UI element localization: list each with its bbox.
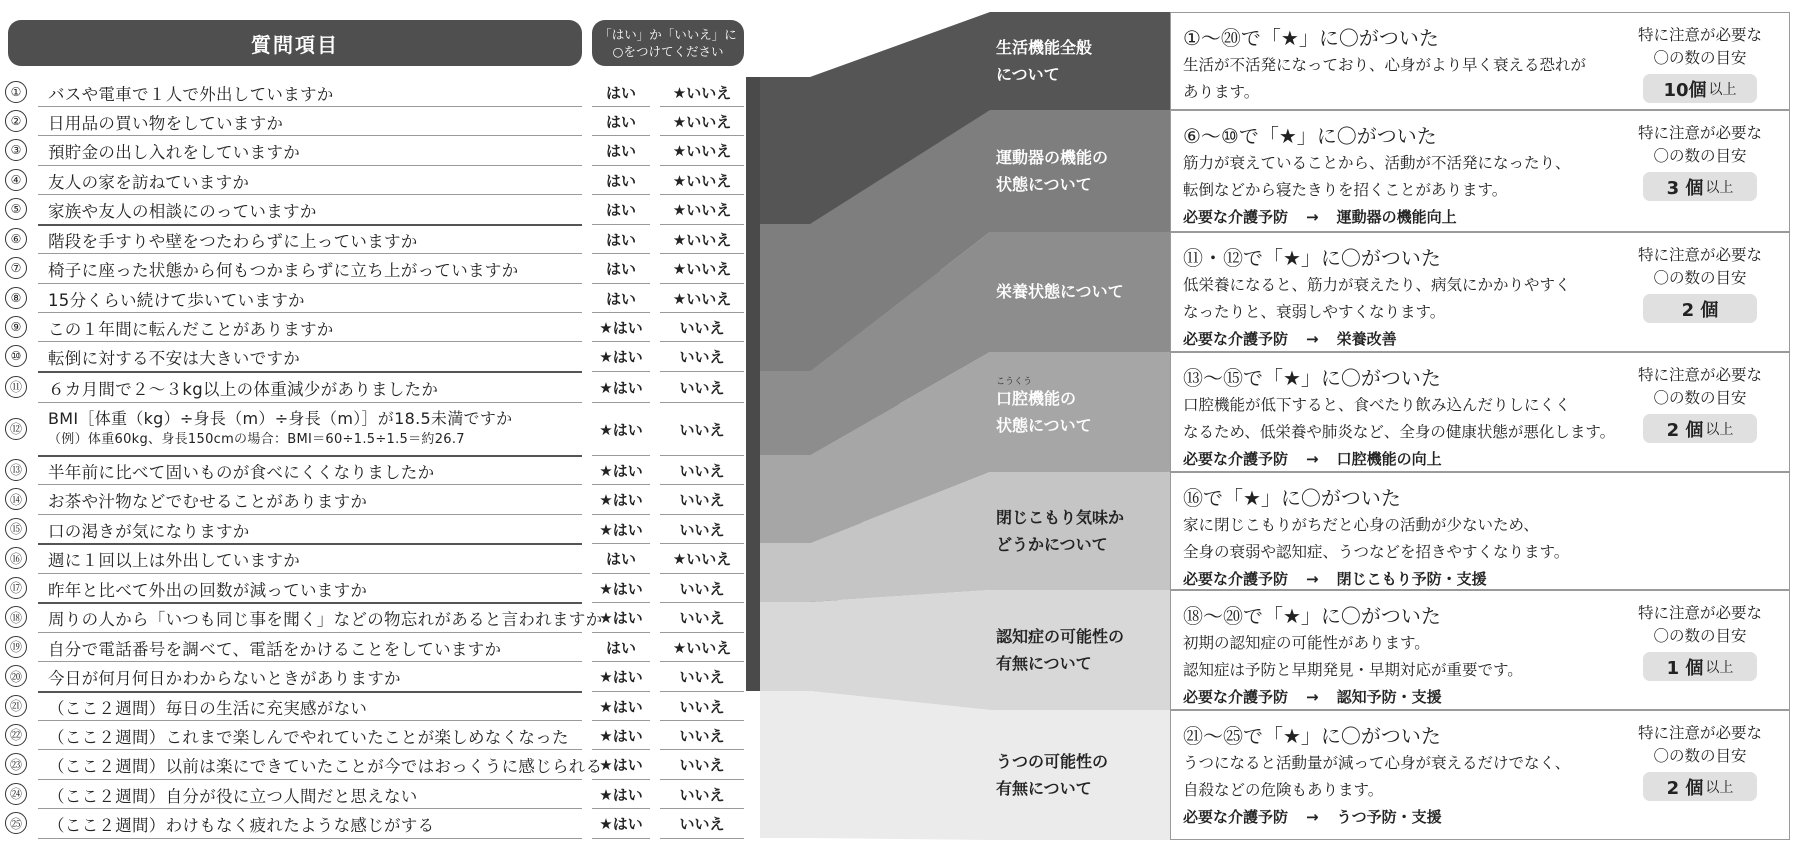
required-prevention (1183, 448, 1442, 469)
question-divider (38, 691, 582, 693)
answer-yes-option[interactable]: ★はい (599, 609, 643, 627)
answer-divider (660, 135, 744, 136)
answer-divider (592, 691, 650, 692)
question-divider (38, 194, 582, 195)
category-description-line1: 家に閉じこもりがちだと心身の活動が少ないため、 (1183, 516, 1539, 534)
answer-divider (592, 514, 650, 515)
answer-no-option[interactable]: いいえ (679, 785, 725, 804)
answer-divider (660, 224, 744, 225)
count-unit: 以上 (1705, 659, 1734, 676)
question-column-header (8, 20, 582, 66)
answer-divider (592, 106, 650, 107)
question-text: 周りの人から「いつも同じ事を聞く」などの物忘れがあると言われますか (48, 610, 603, 629)
answer-divider (660, 341, 744, 342)
answer-no-option[interactable]: ★いいえ (672, 550, 732, 568)
required-prevention-value: 閉じこもり予防・支援 (1336, 570, 1487, 588)
category-label-line2: 状態について (996, 175, 1092, 194)
question-number: ⑯ (5, 547, 27, 569)
answer-divider (660, 312, 744, 313)
question-text: 昨年と比べて外出の回数が減っていますか (48, 580, 368, 600)
count-unit: 以上 (1708, 81, 1737, 98)
question-number: ⑧ (5, 287, 27, 309)
answer-divider (592, 224, 650, 225)
category-label-line2: について (996, 65, 1060, 84)
question-number: ⑥ (5, 228, 27, 250)
answer-yes-option[interactable]: ★はい (599, 348, 643, 366)
answer-no-option[interactable]: いいえ (679, 697, 725, 716)
question-divider (38, 341, 582, 342)
answer-yes-option[interactable]: ★はい (599, 461, 643, 480)
category-label (996, 623, 1156, 677)
question-text: 週に１回以上は外出していますか (48, 551, 300, 570)
category-label (996, 504, 1156, 558)
answer-no-option[interactable]: ★いいえ (672, 201, 732, 219)
category-description-line1: 生活が不活発になっており、心身がより早く衰える恐れが (1183, 56, 1587, 74)
answer-divider (660, 402, 744, 403)
question-divider (38, 135, 582, 136)
answer-yes-option[interactable]: ★はい (599, 815, 643, 833)
category-heading: ⑯で「★」に〇がついた (1183, 486, 1401, 510)
attention-note-line1: 特に注意が必要な (1637, 246, 1762, 264)
question-text: 自分で電話番号を調べて、電話をかけることをしていますか (48, 639, 502, 659)
question-number: ㉓ (5, 753, 27, 775)
question-text-line1: BMI［体重（kg）÷身長（m）÷身長（m）］が18.5未満ですか (48, 408, 513, 428)
category-label-line2: 有無について (996, 654, 1092, 673)
attention-note (1630, 722, 1770, 768)
question-number: ⑩ (5, 345, 27, 367)
category-description (1183, 512, 1569, 566)
count-value: 3 個 (1666, 177, 1704, 199)
count-unit: 以上 (1705, 179, 1734, 196)
answer-divider (592, 543, 650, 544)
category-description-line1: 口腔機能が低下すると、食べたり飲み込んだりしにくく (1183, 396, 1571, 414)
answer-divider (592, 165, 650, 166)
attention-note (1630, 364, 1770, 410)
answer-header-line2: ○をつけてください (612, 44, 724, 59)
answer-no-option[interactable]: いいえ (679, 726, 725, 745)
attention-note-line2: 〇の数の目安 (1653, 389, 1747, 407)
question-divider (38, 165, 582, 166)
question-divider (38, 484, 582, 485)
question-number: ⑭ (5, 488, 27, 510)
answer-divider (660, 106, 744, 107)
answer-yes-option[interactable]: はい (605, 171, 636, 190)
answer-yes-option[interactable]: ★はい (599, 491, 643, 509)
answer-no-option[interactable]: ★いいえ (672, 638, 732, 657)
count-value: 10個 (1663, 79, 1707, 101)
answer-divider (592, 602, 650, 603)
answer-divider (660, 371, 744, 372)
question-divider (38, 312, 582, 313)
answer-no-option[interactable]: いいえ (679, 668, 725, 686)
answer-column-header (592, 20, 744, 66)
question-divider (38, 749, 582, 750)
category-description-line2: なったりと、衰弱しやすくなります。 (1183, 303, 1446, 321)
required-prevention (1183, 686, 1442, 707)
question-text: （ここ２週間）自分が役に立つ人間だと思えない (48, 786, 418, 806)
category-description-line2: あります。 (1183, 83, 1260, 101)
answer-divider (660, 165, 744, 166)
answer-divider (660, 543, 744, 544)
furigana: こうくう (996, 377, 1033, 387)
question-text: 口の渇きが気になりますか (48, 521, 250, 541)
answer-divider (660, 602, 744, 603)
answer-yes-option[interactable]: ★はい (599, 318, 643, 337)
answer-no-option[interactable]: ★いいえ (672, 289, 732, 308)
answer-yes-option[interactable]: ★はい (599, 579, 643, 598)
answer-divider (592, 455, 650, 456)
question-text: ６カ月間で２～３kg以上の体重減少がありましたか (48, 379, 439, 399)
category-description-line1: うつになると活動量が減って心身が衰えるだけでなく、 (1183, 754, 1571, 772)
question-number: ④ (5, 169, 27, 191)
answer-divider (660, 194, 744, 195)
answer-yes-option[interactable]: はい (605, 230, 636, 249)
answer-no-option[interactable]: いいえ (679, 318, 725, 337)
question-text: （ここ２週間）以前は楽にできていたことが今ではおっくうに感じられる (48, 757, 603, 776)
category-label-line1: 認知症の可能性の (996, 627, 1125, 646)
category-description-line2: 自殺などの危険もあります。 (1183, 781, 1384, 799)
answer-divider (592, 632, 650, 633)
answer-divider (592, 779, 650, 780)
category-label-line1: 閉じこもり気味か (996, 508, 1125, 527)
question-divider (38, 573, 582, 574)
answer-divider (660, 514, 744, 515)
question-text: 15分くらい続けて歩いていますか (48, 290, 305, 310)
question-divider (38, 402, 582, 403)
answer-no-option[interactable]: いいえ (679, 756, 725, 774)
question-number: ② (5, 110, 27, 132)
question-text: 椅子に座った状態から何もつかまらずに立ち上がっていますか (48, 261, 519, 280)
question-divider (38, 371, 582, 373)
question-text: （ここ２週間）これまで楽しんでやれていたことが楽しめなくなった (48, 727, 569, 747)
category-label-line1: 生活機能全般 (996, 38, 1093, 57)
answer-yes-option[interactable]: ★はい (599, 668, 643, 686)
answer-header-line1: 「はい」か「いいえ」に (599, 27, 737, 42)
required-prevention (1183, 206, 1457, 227)
attention-note-line2: 〇の数の目安 (1653, 627, 1747, 645)
answer-divider (660, 632, 744, 633)
attention-note-line1: 特に注意が必要な (1637, 366, 1762, 384)
answer-no-option[interactable]: いいえ (679, 420, 725, 439)
answer-yes-option[interactable]: はい (605, 550, 636, 568)
answer-no-option[interactable]: いいえ (679, 579, 725, 598)
question-text: 転倒に対する不安は大きいですか (48, 349, 300, 368)
count-badge (1643, 172, 1757, 201)
attention-note (1630, 122, 1770, 168)
answer-divider (592, 720, 650, 721)
category-label (996, 278, 1156, 305)
question-text: 日用品の買い物をしていますか (48, 113, 284, 133)
answer-divider (660, 283, 744, 284)
answer-divider (592, 253, 650, 254)
answer-yes-option[interactable]: ★はい (599, 726, 643, 745)
question-number: ㉒ (5, 724, 27, 746)
category-label-line1: 栄養状態について (996, 282, 1124, 301)
question-divider (38, 514, 582, 515)
category-label-line2: 有無について (996, 779, 1092, 798)
category-description-line1: 筋力が衰えていることから、活動が不活発になったり、 (1183, 154, 1571, 172)
question-number: ⑪ (5, 376, 27, 398)
question-divider (38, 720, 582, 721)
answer-yes-option[interactable]: ★はい (599, 420, 643, 439)
category-description-line2: 認知症は予防と早期発見・早期対応が重要です。 (1183, 661, 1523, 679)
category-description-line2: 全身の衰弱や認知症、うつなどを招きやすくなります。 (1183, 543, 1570, 561)
required-prevention-value: 口腔機能の向上 (1336, 450, 1442, 468)
count-badge (1643, 414, 1757, 443)
answer-divider (592, 661, 650, 662)
answer-divider (660, 779, 744, 780)
required-prevention-value: 栄養改善 (1336, 330, 1397, 348)
question-number: ⑬ (5, 459, 27, 481)
category-heading: ①～⑳で「★」に〇がついた (1183, 26, 1439, 50)
answer-yes-option[interactable]: ★はい (599, 378, 643, 397)
category-description (1183, 750, 1570, 804)
answer-no-option[interactable]: ★いいえ (672, 112, 732, 131)
count-unit: 以上 (1705, 421, 1734, 438)
question-number: ㉕ (5, 812, 27, 834)
category-description-line2: なるため、低栄養や肺炎など、全身の健康状態が悪化します。 (1183, 423, 1616, 441)
required-prevention-label: 必要な介護予防 (1183, 808, 1289, 826)
category-description (1183, 52, 1586, 106)
category-label-line1: 運動器の機能の (996, 148, 1109, 167)
answer-divider (592, 484, 650, 485)
category-description-line1: 初期の認知症の可能性があります。 (1183, 634, 1430, 652)
category-heading: ⑱～⑳で「★」に〇がついた (1183, 604, 1441, 628)
required-prevention-value: うつ予防・支援 (1336, 808, 1442, 826)
category-description (1183, 272, 1571, 326)
answer-divider (592, 838, 650, 839)
count-unit: 以上 (1705, 779, 1734, 796)
question-divider (38, 283, 582, 284)
required-prevention-label: 必要な介護予防 (1183, 688, 1289, 706)
category-heading: ㉑～㉕で「★」に〇がついた (1183, 724, 1441, 748)
question-text: （ここ２週間）わけもなく疲れたような感じがする (48, 816, 435, 835)
question-text: 階段を手すりや壁をつたわらずに上っていますか (48, 231, 418, 251)
required-prevention (1183, 568, 1487, 589)
question-number: ③ (5, 139, 27, 161)
attention-note (1630, 24, 1770, 70)
answer-yes-option[interactable]: はい (605, 112, 636, 131)
question-number: ⑳ (5, 665, 27, 687)
answer-yes-option[interactable]: はい (605, 201, 636, 219)
answer-no-option[interactable]: いいえ (679, 609, 725, 627)
question-number: ⑱ (5, 606, 27, 628)
category-label-line1: 口腔機能の (996, 389, 1077, 408)
category-heading: ⑪・⑫で「★」に〇がついた (1183, 246, 1441, 270)
question-divider (38, 838, 582, 839)
arrow-right-icon: → (1306, 570, 1319, 588)
answer-yes-option[interactable]: ★はい (599, 756, 643, 774)
category-band-7 (760, 691, 990, 840)
question-text: 友人の家を訪ねていますか (48, 172, 250, 192)
attention-note-line2: 〇の数の目安 (1653, 269, 1747, 287)
question-divider (38, 632, 582, 633)
question-number: ⑨ (5, 316, 27, 338)
required-prevention-label: 必要な介護予防 (1183, 570, 1289, 588)
answer-no-option[interactable]: いいえ (679, 520, 725, 539)
answer-divider (660, 691, 744, 692)
category-label (996, 144, 1156, 198)
count-value: 2 個 (1666, 419, 1704, 441)
question-number: ⑦ (5, 257, 27, 279)
question-divider (38, 779, 582, 780)
answer-no-option[interactable]: ★いいえ (672, 83, 732, 102)
question-text: 半年前に比べて固いものが食べにくくなりましたか (48, 462, 435, 482)
category-description (1183, 630, 1523, 684)
answer-yes-option[interactable]: はい (605, 289, 636, 308)
answer-divider (592, 283, 650, 284)
count-value: 1 個 (1666, 657, 1704, 679)
count-badge (1643, 74, 1757, 103)
question-number: ⑫ (5, 418, 27, 440)
category-label-line2: どうかについて (996, 535, 1108, 554)
answer-divider (592, 371, 650, 372)
question-text: （ここ２週間）毎日の生活に充実感がない (48, 698, 368, 718)
question-number: ⑤ (5, 198, 27, 220)
answer-divider (660, 838, 744, 839)
answer-divider (592, 402, 650, 403)
question-text: この１年間に転んだことがありますか (48, 319, 334, 339)
answer-no-option[interactable]: いいえ (679, 491, 725, 509)
required-prevention-value: 運動器の機能向上 (1336, 208, 1457, 226)
question-number: ① (5, 81, 27, 103)
required-prevention-label: 必要な介護予防 (1183, 330, 1289, 348)
answer-no-option[interactable]: ★いいえ (672, 142, 732, 160)
answer-divider (660, 455, 744, 456)
question-divider (38, 543, 582, 545)
answer-no-option[interactable]: ★いいえ (672, 230, 732, 249)
category-label-line2: 状態について (996, 416, 1092, 435)
answer-yes-option[interactable]: ★はい (599, 697, 643, 716)
category-label-line1: うつの可能性の (996, 752, 1109, 771)
answer-yes-option[interactable]: はい (605, 142, 636, 160)
answer-yes-option[interactable]: はい (605, 83, 636, 102)
category-label (996, 385, 1156, 439)
question-text: 家族や友人の相談にのっていますか (48, 202, 317, 221)
question-number: ㉑ (5, 695, 27, 717)
arrow-right-icon: → (1306, 330, 1319, 348)
attention-note-line1: 特に注意が必要な (1637, 724, 1762, 742)
range-bar-1-20 (746, 77, 760, 691)
question-text (48, 408, 512, 450)
question-text: お茶や汁物などでむせることがありますか (48, 492, 368, 511)
arrow-right-icon: → (1306, 688, 1319, 706)
category-heading: ⑬～⑮で「★」に〇がついた (1183, 366, 1441, 390)
count-badge (1643, 294, 1757, 323)
category-description-line1: 低栄養になると、筋力が衰えたり、病気にかかりやすく (1183, 276, 1571, 294)
question-number: ⑲ (5, 636, 27, 658)
answer-no-option[interactable]: ★いいえ (672, 171, 732, 190)
answer-yes-option[interactable]: ★はい (599, 520, 643, 539)
answer-yes-option[interactable]: はい (605, 260, 636, 278)
required-prevention-value: 認知予防・支援 (1336, 688, 1442, 706)
question-header-title: 質問項目 (251, 32, 339, 57)
category-description (1183, 150, 1571, 204)
question-divider (38, 253, 582, 254)
answer-divider (592, 312, 650, 313)
answer-divider (592, 194, 650, 195)
answer-divider (592, 749, 650, 750)
required-prevention-label: 必要な介護予防 (1183, 450, 1289, 468)
required-prevention (1183, 806, 1442, 827)
attention-note-line1: 特に注意が必要な (1637, 124, 1762, 142)
category-label (996, 748, 1156, 802)
attention-note (1630, 602, 1770, 648)
answer-divider (660, 573, 744, 574)
question-divider (38, 106, 582, 107)
category-description-line2: 転倒などから寝たきりを招くことがあります。 (1183, 181, 1508, 199)
count-badge (1643, 772, 1757, 801)
answer-divider (660, 749, 744, 750)
attention-note-line1: 特に注意が必要な (1637, 26, 1762, 44)
attention-note-line2: 〇の数の目安 (1653, 147, 1747, 165)
question-divider (38, 224, 582, 226)
answer-yes-option[interactable]: ★はい (599, 785, 643, 804)
required-prevention-label: 必要な介護予防 (1183, 208, 1289, 226)
answer-no-option[interactable]: いいえ (679, 378, 725, 397)
answer-divider (592, 341, 650, 342)
category-description (1183, 392, 1615, 446)
attention-note (1630, 244, 1770, 290)
answer-divider (592, 135, 650, 136)
answer-divider (660, 661, 744, 662)
answer-divider (660, 720, 744, 721)
category-label (996, 34, 1156, 88)
arrow-right-icon: → (1306, 808, 1319, 826)
answer-divider (592, 573, 650, 574)
question-number: ㉔ (5, 783, 27, 805)
answer-no-option[interactable]: ★いいえ (672, 260, 732, 278)
question-divider (38, 602, 582, 604)
answer-divider (660, 484, 744, 485)
attention-note-line1: 特に注意が必要な (1637, 604, 1762, 622)
arrow-right-icon: → (1306, 450, 1319, 468)
answer-divider (592, 808, 650, 809)
question-number: ⑮ (5, 518, 27, 540)
question-divider (38, 455, 582, 457)
question-text: 今日が何月何日かわからないときがありますか (48, 669, 401, 688)
question-text-example: （例）体重60kg、身長150cmの場合：BMI＝60÷1.5÷1.5＝約26.7 (48, 431, 465, 447)
question-text: 預貯金の出し入れをしていますか (48, 143, 300, 162)
question-divider (38, 808, 582, 809)
attention-note-line2: 〇の数の目安 (1653, 49, 1747, 67)
required-prevention (1183, 328, 1397, 349)
question-text: バスや電車で１人で外出していますか (48, 84, 334, 104)
category-heading: ⑥～⑩で「★」に〇がついた (1183, 124, 1437, 148)
answer-yes-option[interactable]: はい (605, 638, 636, 657)
answer-no-option[interactable]: いいえ (679, 815, 725, 833)
arrow-right-icon: → (1306, 208, 1319, 226)
count-value: 2 個 (1666, 777, 1704, 799)
question-number: ⑰ (5, 577, 27, 599)
answer-no-option[interactable]: いいえ (679, 348, 725, 366)
answer-divider (660, 808, 744, 809)
answer-divider (660, 253, 744, 254)
count-badge (1643, 652, 1757, 681)
attention-note-line2: 〇の数の目安 (1653, 747, 1747, 765)
question-divider (38, 661, 582, 662)
answer-no-option[interactable]: いいえ (679, 461, 725, 480)
count-value: 2 個 (1681, 299, 1719, 321)
